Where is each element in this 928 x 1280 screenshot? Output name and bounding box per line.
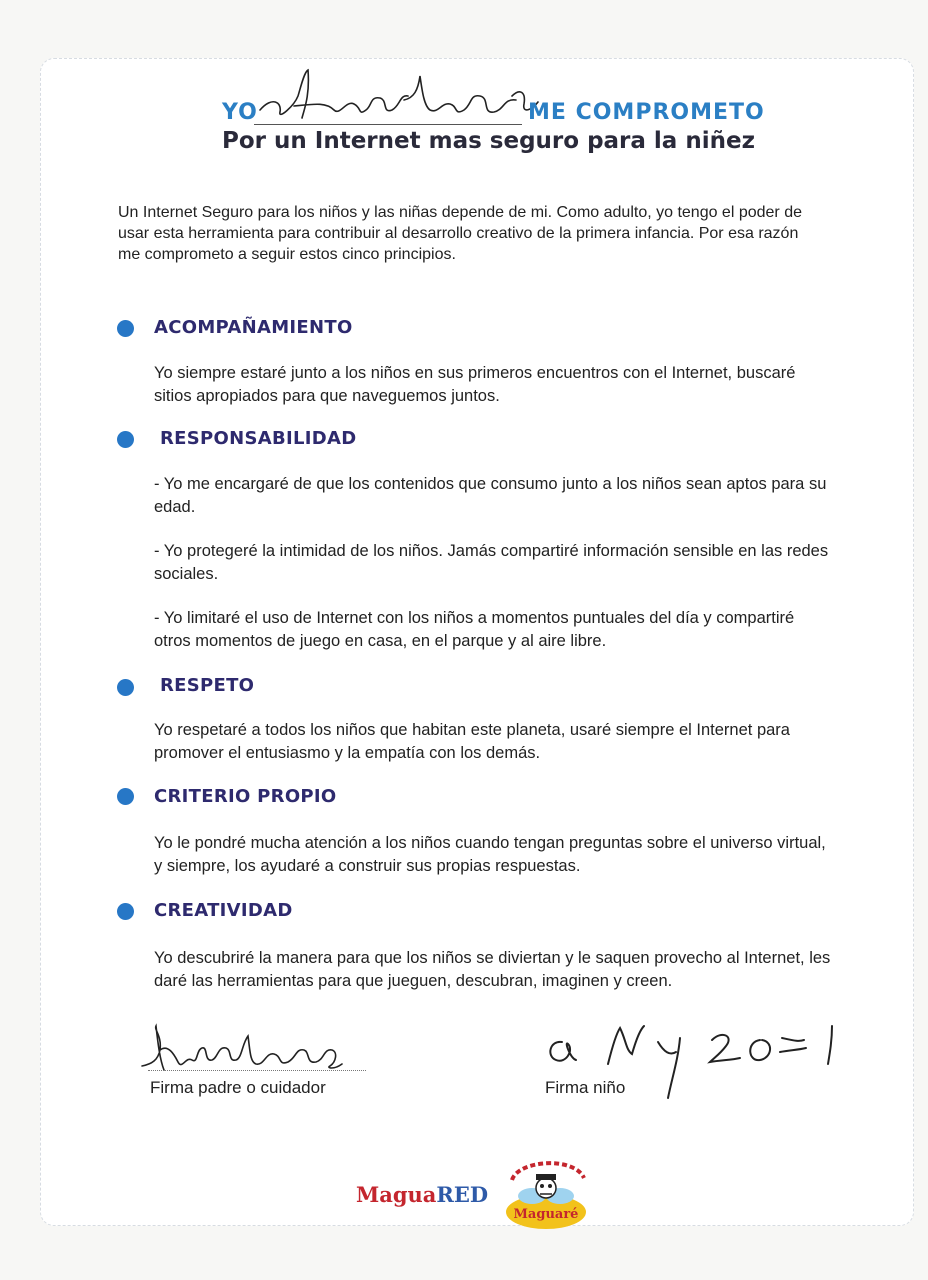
maguare-logo-text: Maguaré [513,1207,579,1222]
parent-signature-line [148,1070,366,1071]
section-paragraph: Yo respetaré a todos los niños que habitan este planeta, usaré siempre el Internet para promover el entusiasmo y la empatía con los demás. [154,721,790,762]
handwritten-name-signature [254,66,544,128]
section-heading-responsabilidad: RESPONSABILIDAD [160,428,357,449]
intro-paragraph: Un Internet Seguro para los niños y las niñas depende de mi. Como adulto, yo tengo el poder de usar esta herramienta para contribuir al desarrollo creativo de la primera infancia. Por esa razón me comprometo a seguir estos cinco principios. [118,204,802,263]
pledge-subtitle: Por un Internet mas seguro para la niñez [222,128,755,154]
section-paragraph: Yo siempre estaré junto a los niños en sus primeros encuentros con el Internet, buscaré sitios apropiados para que naveguemos juntos. [154,364,796,405]
child-signature-label: Firma niño [545,1078,626,1097]
section-paragraph: - Yo me encargaré de que los contenidos que consumo junto a los niños sean aptos para su edad. [154,475,827,516]
maguared-logo: MaguaRED [356,1182,489,1207]
section-paragraph: - Yo protegeré la intimidad de los niños. Jamás compartiré información sensible en las redes sociales. [154,542,829,583]
section-heading-creatividad: CREATIVIDAD [154,900,293,921]
section-paragraph: Yo descubriré la manera para que los niños se diviertan y le saquen provecho al Internet, les daré las herramientas para que jueguen, descubran, imaginen y creen. [154,949,831,990]
section-paragraph: - Yo limitaré el uso de Internet con los niños a momentos puntuales del día y compartiré otros momentos de juego en casa, en el parque y al aire libre. [154,609,795,650]
parent-signature [138,1020,358,1076]
maguare-logo [498,1150,594,1234]
section-paragraph: Yo le pondré mucha atención a los niños cuando tengan preguntas sobre el universo virtual, y siempre, los ayudaré a construir sus propias respuestas. [154,834,826,875]
section-heading-respeto: RESPETO [160,675,255,696]
section-heading-criterio-propio: CRITERIO PROPIO [154,786,337,807]
bullet-icon [117,788,134,805]
bullet-icon [117,903,134,920]
bullet-icon [117,431,134,448]
bullet-icon [117,320,134,337]
title-yo: YO [222,100,258,125]
parent-signature-label: Firma padre o cuidador [150,1078,326,1097]
bullet-icon [117,679,134,696]
title-me-comprometo: ME COMPROMETO [528,100,765,125]
name-blank-line [254,96,522,125]
section-heading-acompanamiento: ACOMPAÑAMIENTO [154,317,353,338]
